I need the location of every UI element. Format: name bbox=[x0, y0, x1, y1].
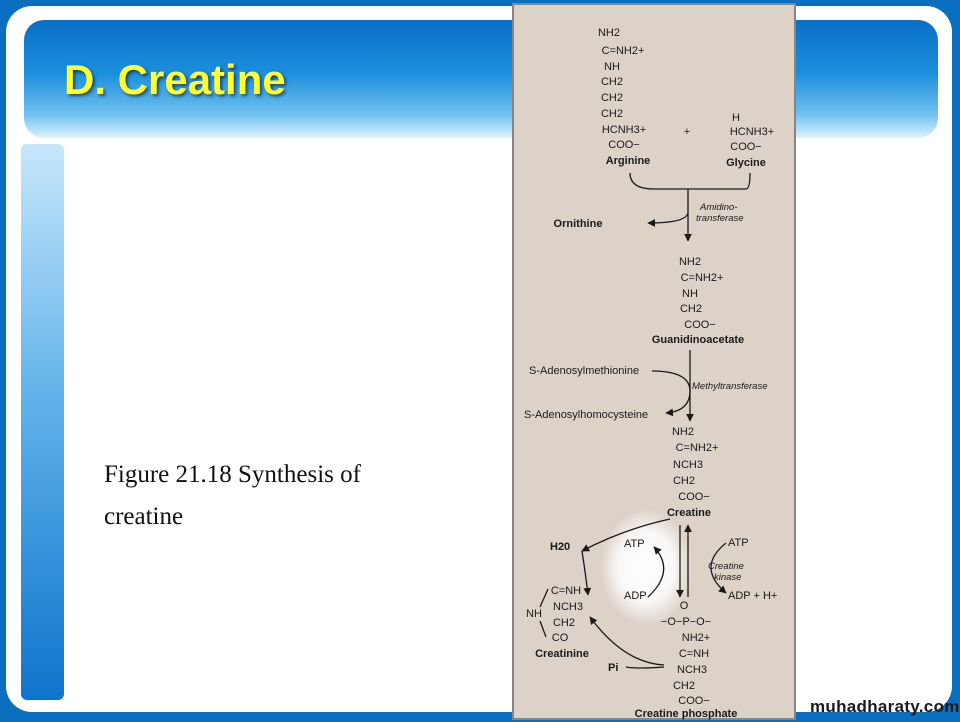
formula-text: COO− bbox=[684, 319, 716, 331]
formula-text: −O−P−O− bbox=[660, 616, 712, 628]
sah-label: S-Adenosylhomocysteine bbox=[524, 409, 649, 421]
enzyme-amidinotransferase-2: transferase bbox=[696, 213, 744, 224]
formula-text: COO− bbox=[730, 141, 762, 153]
formula-text: CH2 bbox=[600, 92, 624, 104]
formula-text: CH2 bbox=[552, 617, 576, 629]
formula-text: NH bbox=[604, 61, 620, 73]
formula-text: COO− bbox=[678, 695, 710, 707]
formula-text: O bbox=[679, 600, 689, 612]
formula-text: C=NH bbox=[678, 648, 710, 660]
formula-text: CH2 bbox=[679, 303, 703, 315]
watermark: muhadharaty.com bbox=[810, 697, 960, 716]
creatinine-structure bbox=[526, 585, 589, 660]
water-label: H20 bbox=[550, 541, 571, 553]
creatine-label: Creatine bbox=[666, 507, 712, 519]
guanidinoacetate-structure bbox=[652, 256, 744, 346]
formula-text: CO bbox=[551, 632, 569, 644]
merge-bracket bbox=[630, 173, 750, 189]
slide-title: D. Creatine bbox=[64, 56, 286, 103]
formula-text: C=NH2+ bbox=[680, 272, 724, 284]
pathway-diagram bbox=[514, 5, 798, 722]
formula-text: HCNH3+ bbox=[601, 124, 647, 136]
formula-text: C=NH2+ bbox=[601, 45, 645, 57]
formula-text: NH bbox=[682, 288, 698, 300]
formula-text: CH2 bbox=[600, 108, 624, 120]
creatine-phosphate-label: Creatine phosphate bbox=[634, 708, 738, 720]
formula-text: NCH3 bbox=[677, 664, 707, 676]
slide bbox=[6, 6, 952, 712]
formula-text: CH2 bbox=[672, 680, 696, 692]
pi-label: Pi bbox=[608, 662, 619, 674]
creatine-synthesis-figure bbox=[512, 3, 796, 720]
formula-text: C=NH2+ bbox=[675, 442, 719, 454]
sam-label: S-Adenosylmethionine bbox=[529, 365, 640, 377]
arginine-label: Arginine bbox=[605, 155, 651, 167]
ornithine-arrow bbox=[648, 213, 688, 223]
guanidinoacetate-label: Guanidinoacetate bbox=[651, 334, 745, 346]
glycine-structure bbox=[726, 112, 774, 169]
formula-text: COO− bbox=[608, 139, 640, 151]
pi-release-line bbox=[626, 667, 664, 668]
adp-left-label: ADP bbox=[624, 590, 647, 602]
creatinine-arrow bbox=[582, 551, 588, 595]
glycine-label: Glycine bbox=[726, 157, 766, 169]
creatine-structure bbox=[667, 426, 718, 519]
enzyme-creatine-kinase-2: kinase bbox=[714, 572, 742, 583]
atp-right-label: ATP bbox=[728, 537, 749, 549]
atp-left-label: ATP bbox=[624, 538, 645, 550]
creatinine-label: Creatinine bbox=[535, 648, 589, 660]
formula-text: NH2+ bbox=[681, 632, 711, 644]
formula-text: C=NH bbox=[550, 585, 582, 597]
adp-right-label: ADP + H+ bbox=[728, 590, 778, 602]
formula-text: H bbox=[732, 112, 740, 124]
arginine-structure bbox=[598, 27, 650, 167]
formula-text: NH bbox=[526, 608, 542, 620]
ornithine-label: Ornithine bbox=[553, 218, 603, 230]
formula-text: HCNH3+ bbox=[729, 126, 775, 138]
enzyme-amidinotransferase-1: Amidino- bbox=[700, 202, 738, 213]
formula-text: NCH3 bbox=[553, 601, 583, 613]
formula-text: NH2 bbox=[597, 27, 621, 39]
formula-text: CH2 bbox=[672, 475, 696, 487]
enzyme-creatine-kinase-1: Creatine bbox=[708, 561, 744, 572]
enzyme-methyltransferase: Methyltransferase bbox=[692, 381, 768, 392]
highlight-glow bbox=[600, 509, 692, 625]
left-accent-bar bbox=[21, 144, 64, 700]
plus-sign: + bbox=[683, 126, 691, 138]
formula-text: CH2 bbox=[600, 76, 624, 88]
formula-text: NH2 bbox=[671, 426, 695, 438]
formula-text: NH2 bbox=[678, 256, 702, 268]
formula-text: NCH3 bbox=[673, 459, 703, 471]
methyl-transfer-arrow bbox=[652, 371, 690, 413]
figure-caption: Figure 21.18 Synthesis of creatine bbox=[104, 461, 361, 530]
formula-text: COO− bbox=[678, 491, 710, 503]
